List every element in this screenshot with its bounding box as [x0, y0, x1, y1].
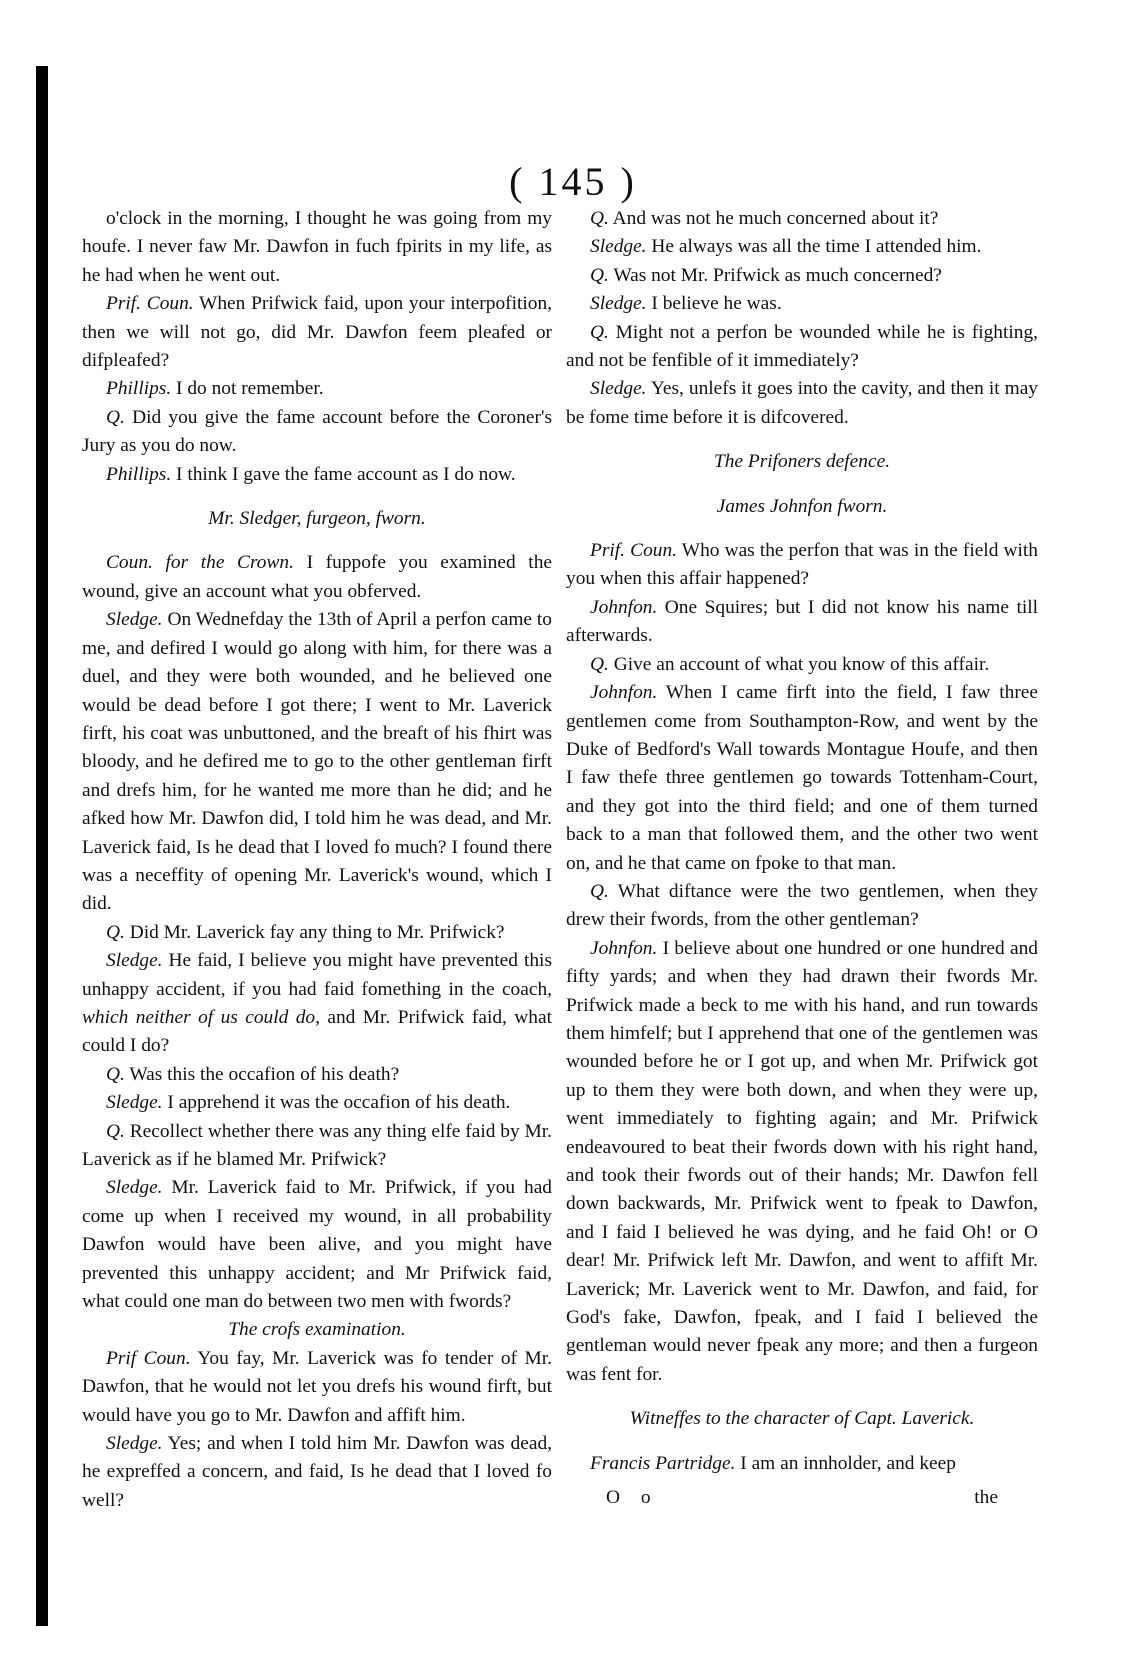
testimony-paragraph	[566, 679, 1038, 878]
paragraph-text: Give an account of what you know of this affair.	[608, 653, 990, 675]
paragraph-text: Was this the occafion of his death?	[124, 1063, 400, 1085]
right-column-body	[566, 205, 1038, 1478]
speaker-label: Coun. for the Crown.	[106, 552, 294, 574]
paragraph-text: Yes, unlefs it goes into the cavity, and then it may be fome time before it is difcovered.	[566, 378, 1038, 428]
question-mark-label: Q.	[590, 653, 609, 675]
testimony-paragraph	[82, 375, 552, 403]
right-column	[566, 205, 1038, 1514]
testimony-paragraph	[82, 290, 552, 375]
paragraph-text: When Prifwick faid, upon your interpofition, then we will not go, did Mr. Dawfon feem pleafed or difpleafed?	[82, 293, 552, 372]
paragraph-text: I fuppofe you examined the wound, give an account what you obferved.	[82, 552, 552, 602]
paragraph-text: He faid, I believe you might have prevented this unhappy accident, if you had faid fomething in the coach,	[82, 950, 552, 1000]
testimony-paragraph	[566, 205, 1038, 233]
testimony-paragraph	[82, 606, 552, 918]
testimony-paragraph	[82, 1061, 552, 1089]
paragraph-text: Yes; and when I told him Mr. Dawfon was dead, he expreffed a concern, and faid, Is he dead that I loved fo well?	[82, 1433, 552, 1511]
question-mark-label: Q.	[106, 921, 125, 943]
testimony-paragraph	[82, 947, 552, 1061]
paragraph-text: I am an innholder, and keep	[735, 1452, 956, 1474]
binding-edge	[36, 66, 48, 1626]
testimony-paragraph	[82, 404, 552, 461]
question-mark-label: Q.	[106, 1120, 125, 1142]
paragraph-text: One Squires; but I did not know his name till afterwards.	[566, 596, 1038, 647]
speaker-label: Johnfon.	[590, 596, 658, 618]
section-heading: Mr. Sledger, furgeon, fworn.	[208, 508, 426, 530]
speaker-label: Sledge.	[106, 950, 163, 972]
testimony-paragraph	[82, 1174, 552, 1316]
speaker-label: Sledge.	[590, 293, 647, 315]
testimony-paragraph	[82, 1089, 552, 1117]
paragraph-text: I apprehend it was the occafion of his death.	[162, 1092, 511, 1114]
paragraph-text: You fay, Mr. Laverick was fo tender of Mr. Dawfon, that he would not let you drefs his wound firft, but would have you go to Mr. Dawfon and affift him.	[82, 1347, 552, 1426]
speaker-label: Prif. Coun.	[106, 293, 194, 315]
section-heading: James Johnfon fworn.	[716, 495, 888, 517]
section-heading: Witneffes to the character of Capt. Laverick.	[629, 1408, 975, 1430]
testimony-paragraph	[82, 1430, 552, 1515]
speaker-label: Sledge.	[106, 1092, 163, 1114]
paragraph-text: And was not he much concerned about it?	[608, 208, 939, 229]
signature-mark: O o	[606, 1487, 659, 1509]
speaker-label: Phillips.	[106, 378, 172, 400]
paragraph-text: He always was all the time I attended him.	[646, 236, 982, 258]
paragraph-text: I believe about one hundred or one hundred and fifty yards; and when they had drawn their fwords Mr. Prifwick made a beck to me with his hand, and run towards them himfelf; but I apprehend that one of the gentlemen was wounded before he or I got up, and when Mr. Prifwick got up to them they were both down, and when they were up, went immediately to fighting again; and Mr. Prifwick endeavoured to beat their fwords down with his right hand, and took their fwords out of their hands; Mr. Dawfon fell down backwards, Mr. Prifwick went to fpeak to Dawfon, and I faid I believed he was dying, and he faid Oh! or O dear! Mr. Prifwick left Mr. Dawfon, and went to affift Mr. Laverick; Mr. Laverick went to Mr. Dawfon, and faid, for God's fake, Dawfon, fpeak, and I faid I believed the gentleman would never fpeak any more; and then a furgeon was fent for.	[566, 937, 1038, 1385]
speaker-label: Prif Coun.	[106, 1347, 191, 1369]
speaker-label: Sledge.	[106, 609, 163, 631]
paragraph-text: On Wednefday the 13th of April a perfon came to me, and defired I would go along with him, for there was a duel, and they were both wounded, and he believed one would be dead before I got there; I went to Mr. Laverick firft, his coat was unbuttoned, and the breaft of his fhirt was bloody, and he defired me to go to the other gentleman firft and drefs him, for he wanted me more than he did; and he afked how Mr. Dawfon did, I told him he was dead, and Mr. Laverick faid, Is he dead that I loved fo much? I found there was a neceffity of opening Mr. Laverick's wound, which I did.	[82, 609, 552, 915]
speaker-label: Sledge.	[590, 378, 647, 400]
testimony-paragraph	[82, 205, 552, 290]
paragraph-text: o'clock in the morning, I thought he was going from my houfe. I never faw Mr. Dawfon in fuch fpirits in my life, as he had when he went out.	[82, 208, 552, 286]
paragraph-text: and Mr. Prifwick faid, what could I do?	[82, 1006, 552, 1057]
speaker-label: Phillips.	[106, 463, 172, 485]
section-heading: The crofs examination.	[228, 1319, 406, 1341]
question-mark-label: Q.	[590, 880, 609, 902]
testimony-paragraph	[566, 537, 1038, 594]
testimony-paragraph	[82, 461, 552, 489]
testimony-paragraph	[566, 935, 1038, 1390]
paragraph-text: What diftance were the two gentlemen, when they drew their fwords, from the other gentleman?	[566, 880, 1038, 931]
paragraph-text: Recollect whether there was any thing elfe faid by Mr. Laverick as if he blamed Mr. Prifwick?	[82, 1120, 552, 1170]
speaker-label: Sledge.	[106, 1177, 163, 1199]
question-mark-label: Q.	[590, 264, 609, 286]
paragraph-text: Did you give the fame account before the Coroner's Jury as you do now.	[82, 406, 552, 457]
testimony-paragraph	[82, 1118, 552, 1175]
paragraph-text: Was not Mr. Prifwick as much concerned?	[608, 264, 942, 286]
testimony-paragraph	[566, 319, 1038, 376]
speaker-label: Sledge.	[106, 1433, 163, 1455]
speaker-label: Francis Partridge.	[590, 1452, 736, 1474]
paragraph-text: which neither of us could do,	[82, 1006, 320, 1028]
paragraph-text: I believe he was.	[646, 293, 782, 315]
testimony-paragraph	[566, 233, 1038, 261]
speaker-label: Sledge.	[590, 236, 647, 258]
testimony-paragraph	[82, 919, 552, 947]
speaker-label: Johnfon.	[590, 682, 658, 704]
paragraph-text: Did Mr. Laverick fay any thing to Mr. Prifwick?	[124, 921, 505, 943]
testimony-paragraph	[566, 1450, 1038, 1478]
paragraph-text: I think I gave the fame account as I do now.	[171, 463, 516, 485]
paragraph-text: When I came firft into the field, I faw three gentlemen come from Southampton-Row, and went by the Duke of Bedford's Wall towards Montague Houfe, and then I faw thefe three gentlemen go towards Tottenham-Court, and they got into the third field; and one of them turned back to a man that followed them, and the other two went on, and he that came on fpoke to that man.	[566, 682, 1038, 874]
catchword: the	[974, 1487, 998, 1509]
testimony-paragraph	[82, 549, 552, 606]
question-mark-label: Q.	[590, 321, 609, 343]
testimony-paragraph	[566, 262, 1038, 290]
speaker-label: Prif. Coun.	[590, 540, 677, 562]
testimony-paragraph	[82, 1345, 552, 1430]
page-number: ( 145 )	[509, 159, 637, 204]
section-heading: The Prifoners defence.	[713, 451, 891, 473]
paragraph-text: Mr. Laverick faid to Mr. Prifwick, if you had come up when I received my wound, in all probability Dawfon would have been alive, and you might have prevented this unhappy accident; and Mr Prifwick faid, what could one man do between two men with fwords?	[82, 1177, 552, 1313]
paragraph-text: Might not a perfon be wounded while he is fighting, and not be fenfible of it immediately?	[566, 321, 1038, 372]
testimony-paragraph	[566, 878, 1038, 935]
testimony-paragraph	[566, 651, 1038, 679]
left-column	[82, 205, 552, 1515]
question-mark-label: Q.	[106, 1063, 125, 1085]
paragraph-text: Who was the perfon that was in the field with you when this affair happened?	[566, 540, 1038, 590]
question-mark-label: Q.	[590, 208, 609, 229]
testimony-paragraph	[566, 375, 1038, 432]
question-mark-label: Q.	[106, 406, 125, 428]
speaker-label: Johnfon.	[590, 937, 658, 959]
testimony-paragraph	[566, 290, 1038, 318]
paragraph-text: I do not remember.	[171, 378, 324, 400]
signature-line	[566, 1484, 1038, 1514]
testimony-paragraph	[566, 594, 1038, 651]
